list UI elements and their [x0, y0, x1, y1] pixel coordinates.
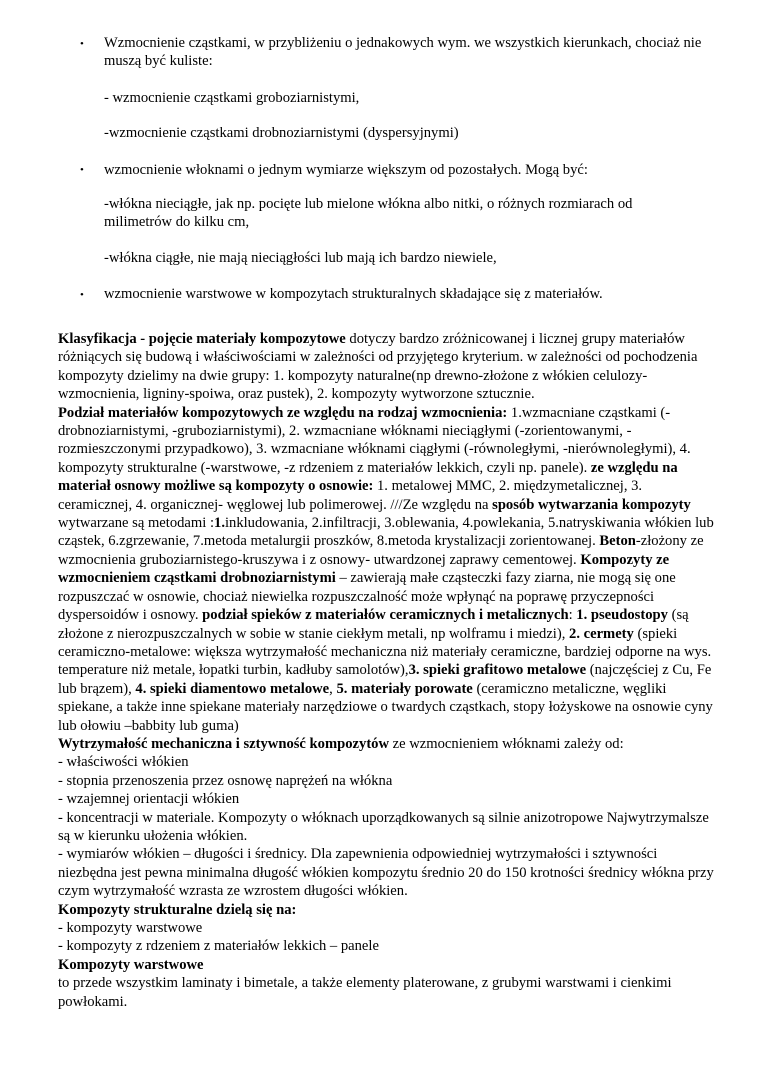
- bullet-1-sub-2: -wzmocnienie cząstkami drobnoziarnistymi (dyspersyjnymi): [104, 125, 459, 141]
- list-item: - właściwości włókien: [58, 754, 189, 771]
- bullet-dot-icon: •: [80, 38, 84, 50]
- text-fine-particles: – zawierają małe cząsteczki fazy ziarna, nie mogą się one rozpuszczać w osnowie, chociaż niewielka rozpuszczalność może wpłynąć na poprawę przyczepności dyspersoidów i osnowy.: [58, 570, 676, 624]
- text-graphite-sinters: (najczęściej z Cu, Fe lub brązem),: [58, 662, 712, 697]
- bullet-dot-icon: •: [80, 289, 84, 301]
- heading-structural: Kompozyty strukturalne dzielą się na:: [58, 901, 297, 918]
- heading-diamond-sinters: 4. spieki diamentowo metalowe: [131, 680, 330, 697]
- text-pseudoalloys: (są złożone z nierozpuszczalnych w sobie w stanie ciekłym metali, np wolframu i miedzi),: [58, 607, 689, 642]
- text-manufacturing-methods: inkludowania, 2.infiltracji, 3.oblewania, 4.powlekania, 5.natryskiwania włókien lub cząstek, 6.zgrzewanie, 7.metoda metalurgii proszków, 8.metoda krystalizacji zorientowanej.: [58, 515, 714, 550]
- bullet-1-sub-1: - wzmocnienie cząstkami groboziarnistymi,: [104, 90, 360, 106]
- list-item: - wymiarów włókien – długości i średnicy. Dla zapewnienia odpowiedniej wytrzymałości i sztywności niezbędna jest pewna minimalna długość włókien kompozytu średnio 20 do 150 krotności średnicy włókna przy czym wytrzymałość wzrasta ze wzrostem długości włókien.: [58, 846, 714, 900]
- list-item: - kompozyty z rdzeniem z materiałów lekkich – panele: [58, 938, 379, 955]
- layered-paragraph: [58, 956, 718, 1011]
- text-layered: to przede wszystkim laminaty i bimetale, a także elementy platerowane, z grubymi warstwami i cienkimi powłokami.: [58, 975, 672, 1010]
- heading-porous: 5. materiały porowate: [332, 680, 473, 697]
- list-item: - wzajemnej orientacji włókien: [58, 791, 240, 808]
- body-text: [58, 330, 718, 1011]
- heading-cermets: 2. cermety: [565, 625, 634, 642]
- bullet-2-sub-1: -włókna nieciągłe, jak np. pocięte lub mielone włókna albo nitki, o różnych rozmiarach od milimetrów do kilku cm,: [104, 196, 633, 231]
- text-manufacturing-intro: wytwarzane są metodami :: [58, 515, 215, 532]
- bullet-dot-icon: •: [80, 164, 84, 176]
- heading-matrix: ze względu na materiał osnowy możliwe są kompozyty o osnowie:: [58, 459, 678, 495]
- heading-graphite-sinters: 3. spieki grafitowo metalowe: [408, 662, 587, 679]
- text-cermets: (spieki ceramiczno-metalowe: większa wytrzymałość mechaniczna niż materiały ceramiczne, bardziej odporne na wys. temperature niż metale, łopatki turbin, kadłuby samolotów),: [58, 625, 712, 679]
- text-sinters-colon: :: [568, 607, 577, 624]
- heading-fine-particles: Kompozyty ze wzmocnieniem cząstkami drobnoziarnistymi: [58, 551, 670, 587]
- bullet-1-text: Wzmocnienie cząstkami, w przybliżeniu o jednakowych wym. we wszystkich kierunkach, chociaż nie muszą być kuliste:: [104, 35, 702, 70]
- text-matrix: 1. metalowej MMC, 2. międzymetalicznej, 3. ceramicznej, 4. organicznej- węglowej lub polimerowej. ///Ze względu na: [58, 478, 643, 513]
- text-classification: dotyczy bardzo zróżnicowanej i licznej grupy materiałów różniących się budową i właściwościami w zależności od przyjętego kryterium. w zależności od pochodzenia kompozyty dzielimy na dwie grupy: 1. kompozyty naturalne(np drewno-złożone z włókien celulozy-wzmocnienia, ligniny-spoiwa, oraz pustek), 2. kompozyty wytworzone sztucznie.: [58, 331, 698, 403]
- text-diamond-comma: ,: [329, 680, 333, 697]
- classification-paragraph: [58, 330, 718, 735]
- heading-pseudoalloys: 1. pseudostopy: [576, 607, 668, 624]
- bullet-3-text: wzmocnienie warstwowe w kompozytach strukturalnych składające się z materiałów.: [104, 286, 603, 302]
- heading-strength: Wytrzymałość mechaniczna i sztywność kompozytów: [58, 735, 390, 752]
- strength-paragraph: [58, 735, 718, 901]
- text-porous: (ceramiczno metaliczne, węgliki spiekane, a także inne spiekane materiały narzędziowe o twardych cząstkach, stopy łożyskowe na osnowie cyny lub ołowiu –babbity lub guma): [58, 680, 713, 734]
- heading-manufacturing: sposób wytwarzania kompozyty: [492, 496, 691, 513]
- heading-sinters: podział spieków z materiałów ceramicznych i metalicznych: [198, 607, 569, 624]
- bullet-2-sub-2: -włókna ciągłe, nie mają nieciągłości lub mają ich bardzo niewiele,: [104, 250, 497, 266]
- heading-reinforcement-division: Podział materiałów kompozytowych ze względu na rodzaj wzmocnienia:: [58, 404, 508, 421]
- list-item: - koncentracji w materiale. Kompozyty o włóknach uporządkowanych są silnie anizotropowe Najwytrzymalsze są w kierunku ułożenia włókien.: [58, 809, 709, 844]
- structural-paragraph: [58, 901, 718, 956]
- heading-classification: Klasyfikacja - pojęcie materiały kompozytowe: [58, 331, 346, 347]
- text-strength: ze wzmocnieniem włóknami zależy od:: [389, 735, 624, 752]
- list-item: - stopnia przenoszenia przez osnowę naprężeń na włókna: [58, 772, 393, 789]
- bullet-2-text: wzmocnienie włoknami o jednym wymiarze większym od pozostałych. Mogą być:: [104, 162, 588, 178]
- text-reinforcement-division: 1.wzmacniane cząstkami (-drobnoziarnistymi, -gruboziarnistymi), 2. wzmacniane włóknami nieciągłymi (-zorientowanymi, -rozmieszczonymi przypadkowo), 3. wzmacniane włóknami ciągłymi (-równoległymi, -nierównoległymi), 4. kompozyty strukturalne (-warstwowe, -z rdzeniem z materiałów lekkich, czyli np. panele).: [58, 404, 691, 476]
- text-concrete: -złożony ze wzmocnienia gruboziarnistego-kruszywa i z osnowy- utwardzonej zaprawy cementowej.: [58, 533, 704, 568]
- list-item: - kompozyty warstwowe: [58, 920, 203, 936]
- heading-concrete: Beton: [595, 533, 636, 550]
- text-manufacturing-number: 1.: [214, 515, 225, 532]
- heading-layered: Kompozyty warstwowe: [58, 956, 204, 973]
